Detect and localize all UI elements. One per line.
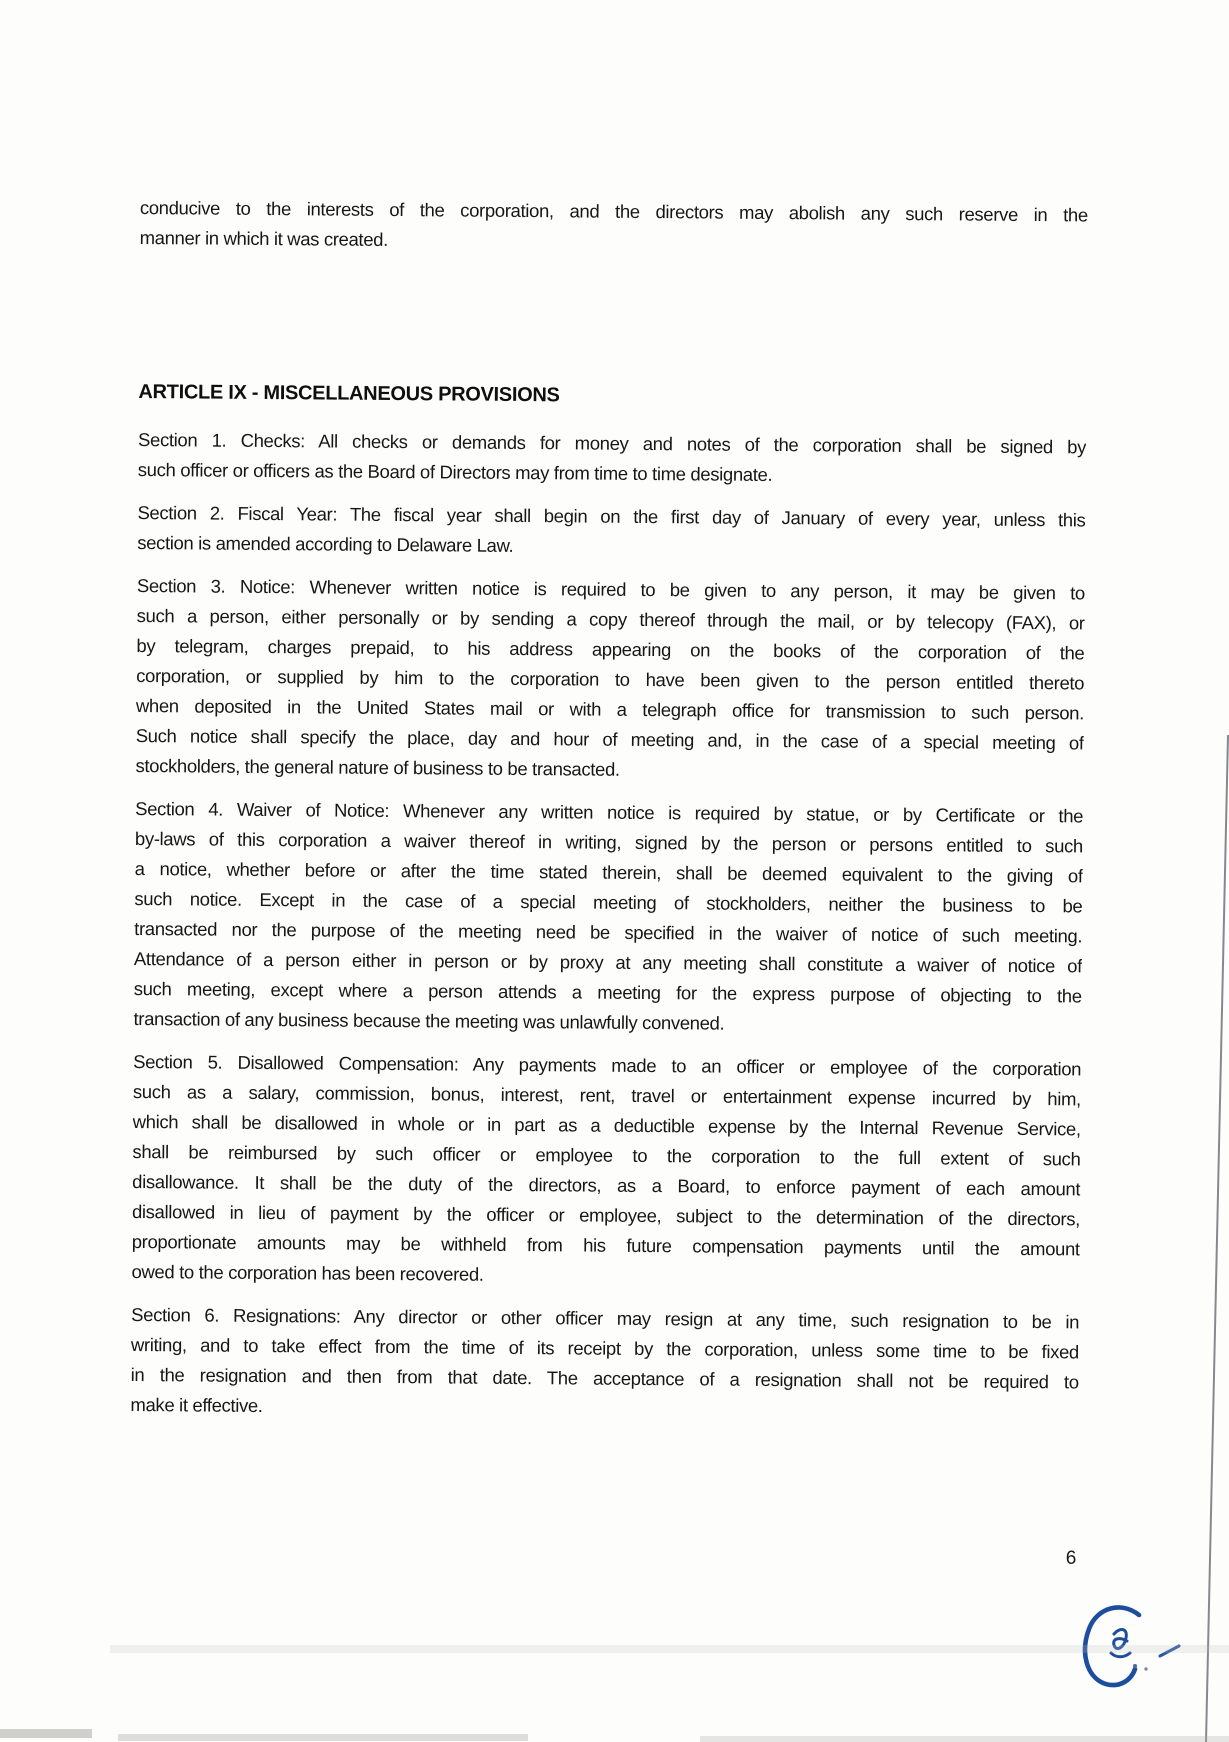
text-line: by telegram, charges prepaid, to his address appearing on the books of the corporation of the xyxy=(136,634,1085,664)
text-line: such as a salary, commission, bonus, interest, rent, travel or entertainment expense incurred by him, xyxy=(132,1080,1081,1110)
text-line: such a person, either personally or by sending a copy thereof through the mail, or by telecopy (FAX), or xyxy=(136,604,1085,634)
text-line: such meeting, except where a person attends a meeting for the express purpose of objecting to the xyxy=(133,977,1082,1007)
section-3-notice xyxy=(135,571,1085,788)
section-5-disallowed-compensation xyxy=(131,1047,1081,1294)
text-line: disallowance. It shall be the duty of the directors, as a Board, to enforce payment of each amount xyxy=(132,1170,1081,1200)
text-line: stockholders, the general nature of business to be transacted. xyxy=(135,754,620,780)
text-line: section is amended according to Delaware Law. xyxy=(137,531,514,556)
paragraph-continuation xyxy=(140,193,1088,260)
section-1-checks xyxy=(138,425,1086,492)
section-2-fiscal-year xyxy=(137,498,1085,565)
text-line: conducive to the interests of the corporation, and the directors may abolish any such reserve in the xyxy=(139,196,1088,226)
scan-smudge xyxy=(110,1645,1229,1653)
text-line: Section 5. Disallowed Compensation: Any payments made to an officer or employee of the corporation xyxy=(133,1050,1082,1080)
text-line: proportionate amounts may be withheld from his future compensation payments until the amount xyxy=(131,1230,1080,1260)
article-heading: ARTICLE IX - MISCELLANEOUS PROVISIONS xyxy=(138,380,560,407)
scan-smudge xyxy=(700,1736,1229,1742)
text-line: when deposited in the United States mail or with a telegraph office for transmission to such person. xyxy=(135,694,1085,724)
scan-smudge xyxy=(0,1729,92,1738)
text-line: Section 4. Waiver of Notice: Whenever any written notice is required by statue, or by Certificate or the xyxy=(135,797,1084,827)
text-line: manner in which it was created. xyxy=(139,226,389,250)
text-line: owed to the corporation has been recovered. xyxy=(131,1260,484,1285)
text-line: Such notice shall specify the place, day and hour of meeting and, in the case of a special meeting of xyxy=(135,724,1084,754)
text-line: shall be reimbursed by such officer or employee to the corporation to the full extent of such xyxy=(132,1140,1081,1170)
scan-smudge xyxy=(118,1734,528,1741)
text-line: Section 6. Resignations: Any director or other officer may resign at any time, such resignation to be in xyxy=(131,1303,1080,1333)
text-line: Section 3. Notice: Whenever written notice is required to be given to any person, it may be given to xyxy=(136,574,1085,604)
text-line: disallowed in lieu of payment by the officer or employee, subject to the determination of the directors, xyxy=(131,1200,1081,1230)
text-line: Section 2. Fiscal Year: The fiscal year shall begin on the first day of January of every year, unless this xyxy=(137,501,1086,531)
text-line: make it effective. xyxy=(130,1393,263,1417)
text-line: transacted nor the purpose of the meeting need be specified in the waiver of notice of such meeting. xyxy=(134,917,1083,947)
section-4-waiver-of-notice xyxy=(133,794,1083,1041)
section-6-resignations xyxy=(130,1300,1079,1427)
text-line: writing, and to take effect from the time of its receipt by the corporation, unless some time to be fixed xyxy=(130,1333,1080,1363)
text-line: corporation, or supplied by him to the corporation to have been given to the person entitled thereto xyxy=(136,664,1085,694)
text-line: in the resignation and then from that date. The acceptance of a resignation shall not be required to xyxy=(130,1363,1079,1393)
text-line: such notice. Except in the case of a special meeting of stockholders, neither the business to be xyxy=(134,887,1083,917)
text-line: such officer or officers as the Board of Directors may from time to time designate. xyxy=(137,458,773,485)
text-line: which shall be disallowed in whole or in part as a deductible expense by the Internal Revenue Service, xyxy=(132,1110,1081,1140)
document-text-block xyxy=(130,193,1088,1440)
text-line: by-laws of this corporation a waiver thereof in writing, signed by the person or persons entitled to such xyxy=(134,827,1083,857)
text-line: Attendance of a person either in person or by proxy at any meeting shall constitute a waiver of notice of xyxy=(133,947,1083,977)
text-line: transaction of any business because the meeting was unlawfully convened. xyxy=(133,1007,725,1034)
text-line: a notice, whether before or after the time stated therein, shall be deemed equivalent to the giving of xyxy=(134,857,1083,887)
page-number: 6 xyxy=(1065,1548,1077,1569)
text-line: Section 1. Checks: All checks or demands for money and notes of the corporation shall be signed by xyxy=(137,428,1087,458)
